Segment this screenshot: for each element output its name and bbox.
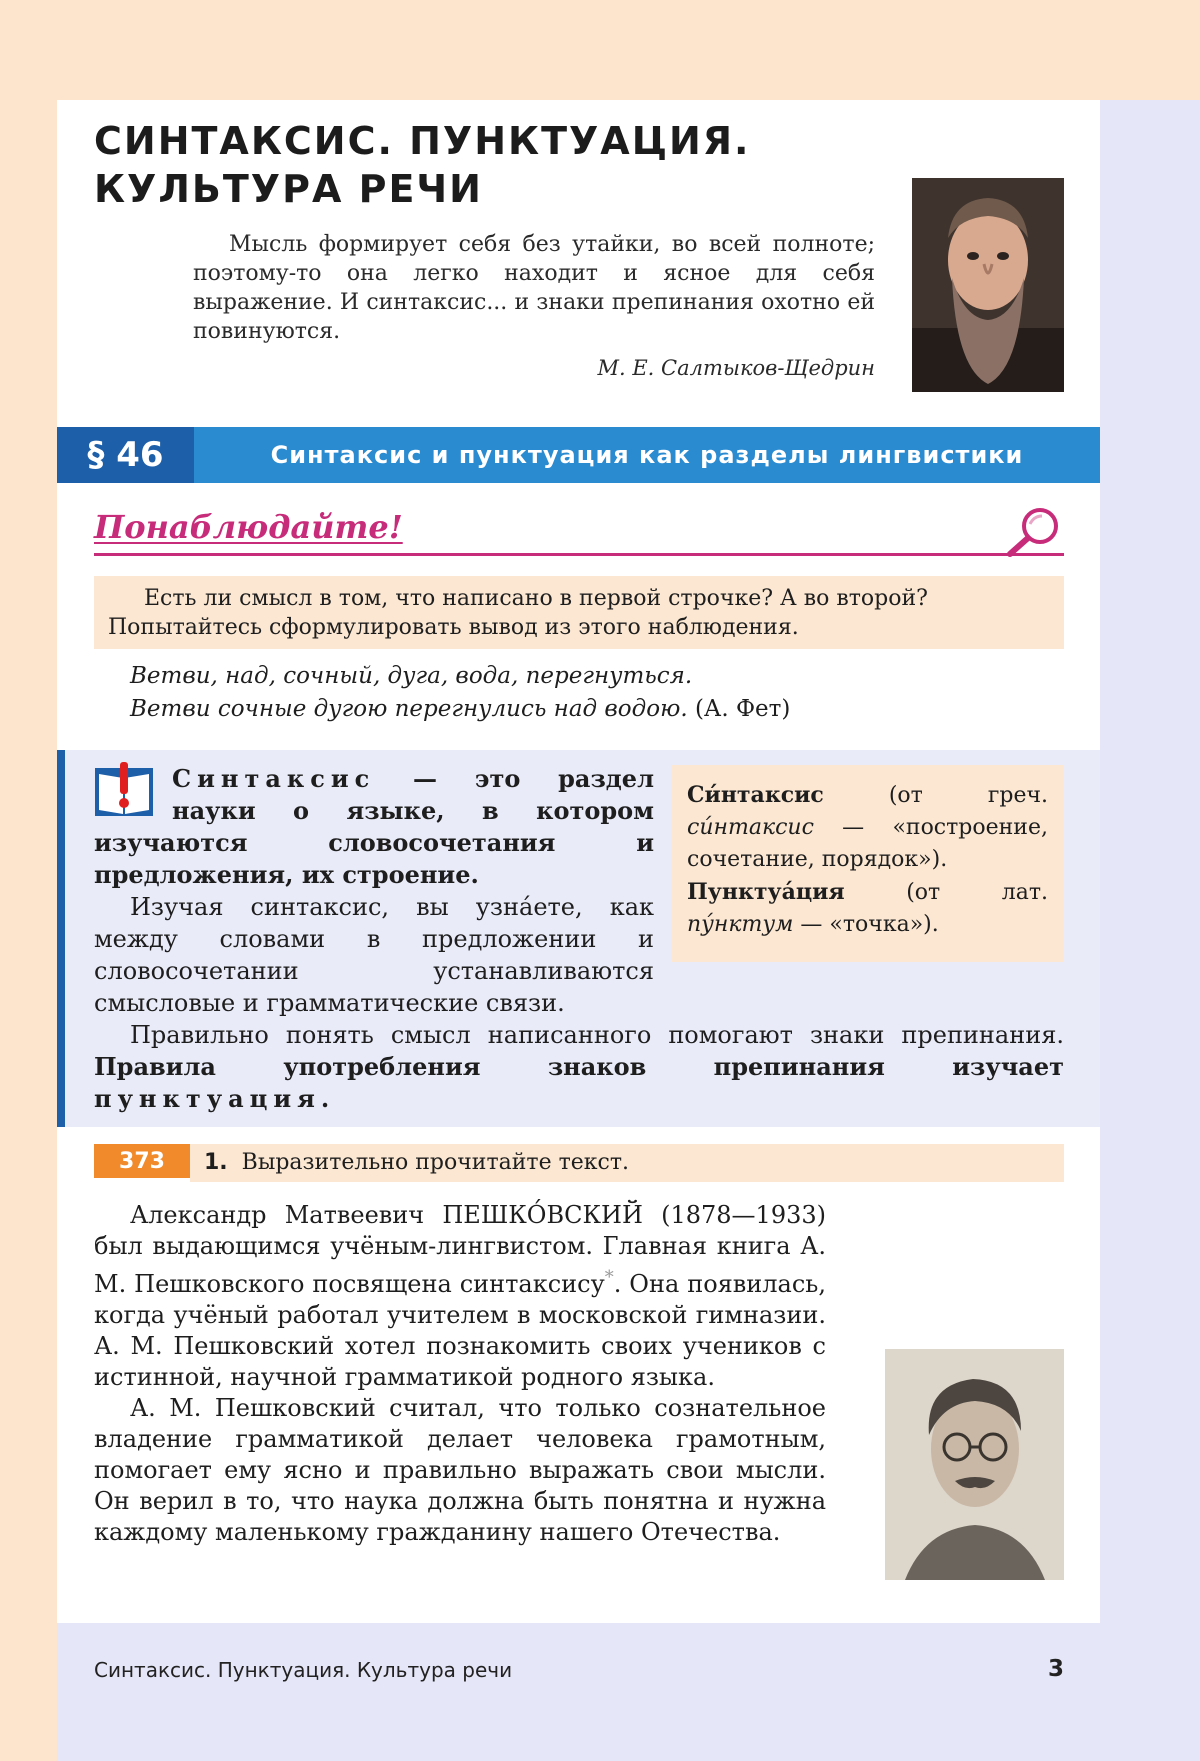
epigraph: Мысль формирует себя без утайки, во всей полноте; поэтому-то она легко находит и ясное для себя выражение. И синтаксис... и знаки препинания охотно ей повинуются. [193,232,875,344]
magnifier-icon [1004,506,1064,558]
rule-definition: Синтаксис — это раздел науки о языке, в котором изучаются словосочетания и предложения, их строение. [94,764,654,889]
epigraph-author: М. Е. Салтыков-Щедрин [597,356,875,380]
textbook-page [57,100,1100,1761]
peshkovsky-portrait [885,1349,1064,1580]
etymology-syntax: Си́нтаксис (от греч. си́нтаксис — «построение, сочетание, порядок»). [687,782,1048,872]
exercise-paragraph-2: А. М. Пешковский считал, что только сознательное владение грамматикой делает человека грамотным, помогает ему ясно и правильно выражать свои мысли. Он верил в то, что наука должна быть понятна и нужна каждому маленькому гражданину нашего Отечества. [94,1394,826,1546]
example-line-1: Ветви, над, сочный, дуга, вода, перегнуться. [130,663,693,689]
section-header [57,427,1100,483]
etymology-punctuation: Пунктуа́ция (от лат. пу́нктум — «точка»). [687,879,1048,937]
rule-block [57,750,1100,1127]
page-number: 3 [1047,1656,1064,1682]
saltykov-portrait [912,178,1064,392]
observe-examples [130,660,1030,726]
rule-accent-bar [57,750,65,1127]
example-line-2: Ветви сочные дугою перегнулись над водою. (А. Фет) [130,696,791,722]
page-edge-strip [1100,100,1200,1761]
exercise-number: 373 [94,1144,190,1178]
exercise-paragraph-1: Александр Матвеевич ПЕШКО́ВСКИЙ (1878—1933) был выдающимся учёным-лингвистом. Главная книга А. М. Пешковского посвящена синтаксису*. Она появилась, когда учёный работал учителем в московской гимназии. А. М. Пешковский хотел познакомить своих учеников с истинной, научной грамматикой родного языка. [94,1201,826,1391]
exercise-task: 1. Выразительно прочитайте текст. [190,1144,1064,1182]
section-number: § 46 [57,427,194,483]
chapter-title: СИНТАКСИС. ПУНКТУАЦИЯ. КУЛЬТУРА РЕЧИ [94,119,751,211]
observe-header [94,506,1064,556]
observe-question: Есть ли смысл в том, что написано в первой строчке? А во второй? Попытайтесь сформулировать вывод из этого наблюдения. [94,576,1064,649]
section-title: Синтаксис и пунктуация как разделы лингвистики [270,441,1024,469]
page-footer [57,1623,1100,1761]
etymology-box [671,765,1064,962]
running-title: Синтаксис. Пунктуация. Культура речи [94,1658,513,1682]
rule-paragraph-2: Изучая синтаксис, вы узна́ете, как между словами в предложении и словосочетании устанавливаются смысловые и грамматические связи. [94,893,654,1017]
observe-label: Понаблюдайте! [94,508,403,546]
rule-paragraph-3: Правильно понять смысл написанного помогают знаки препинания. Правила употребления знаков препинания изучает пунктуация. [94,1021,1064,1113]
